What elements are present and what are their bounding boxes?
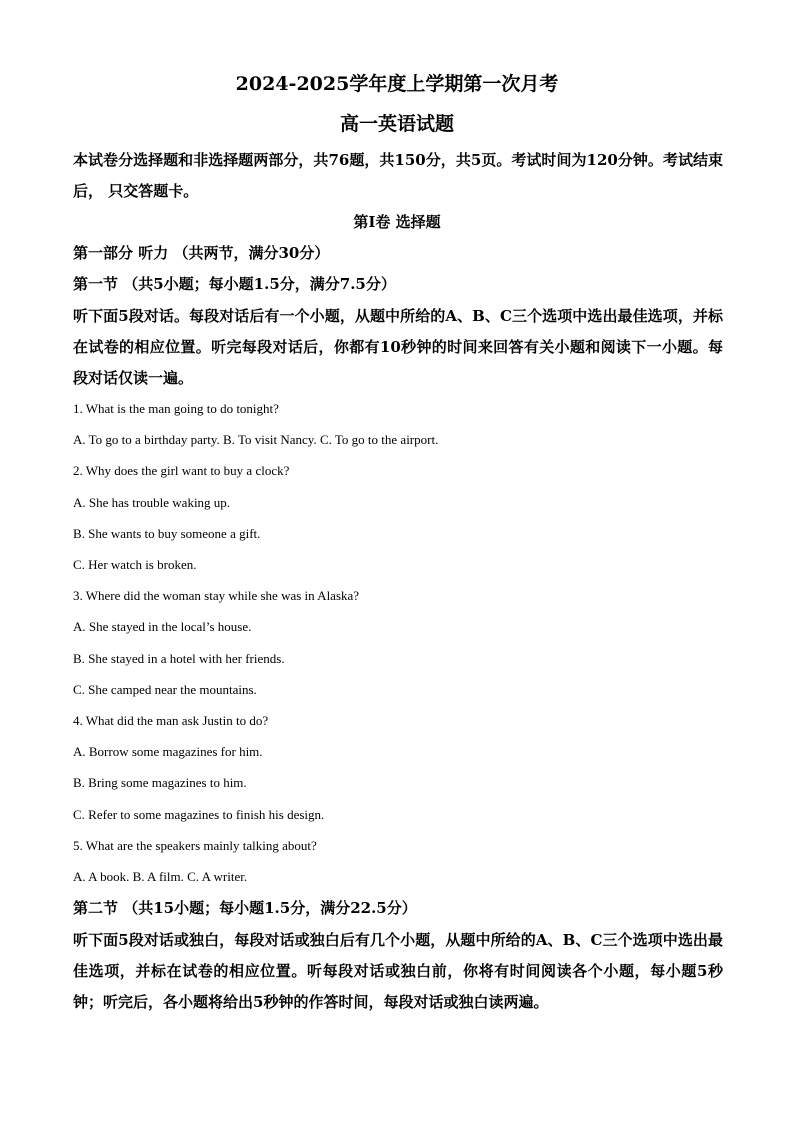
- volume-title: 第I卷 选择题: [353, 213, 441, 231]
- part1-heading: 第一部分 听力 （共两节，满分30分）: [73, 244, 330, 262]
- section2-instructions: 听下面5段对话或独白，每段对话或独白后有几个小题，从题中所给的A、B、C三个选项中选出最佳选项，并标在试卷的相应位置。听每段对话或独白前，你将有时间阅读各个小题，每小题5秒钟；听完后，各小题将给出5秒钟的作答时间，每段对话或独白读两遍。: [73, 931, 723, 1011]
- section1-heading: 第一节 （共5小题；每小题1.5分，满分7.5分）: [73, 275, 396, 293]
- question-4: 4. What did the man ask Justin to do?: [73, 713, 269, 728]
- question-1: 1. What is the man going to do tonight?: [73, 401, 279, 416]
- question-2-option-c: C. Her watch is broken.: [73, 557, 197, 572]
- section1-instructions: 听下面5段对话。每段对话后有一个小题，从题中所给的A、B、C三个选项中选出最佳选项，并标在试卷的相应位置。听完每段对话后，你都有10秒钟的时间来回答有关小题和阅读下一小题。每段对话仅读一遍。: [73, 307, 723, 387]
- section2-heading: 第二节 （共15小题；每小题1.5分，满分22.5分）: [73, 899, 417, 917]
- question-4-option-c: C. Refer to some magazines to finish his design.: [73, 807, 325, 822]
- question-1-options: A. To go to a birthday party. B. To visit Nancy. C. To go to the airport.: [73, 432, 439, 447]
- question-5-options: A. A book. B. A film. C. A writer.: [73, 869, 248, 884]
- exam-subtitle: 高一英语试题: [339, 113, 454, 135]
- question-3: 3. Where did the woman stay while she was in Alaska?: [73, 588, 360, 603]
- intro-paragraph: 本试卷分选择题和非选择题两部分，共76题，共150分，共5页。考试时间为120分钟。考试结束后， 只交答题卡。: [73, 151, 723, 200]
- question-3-option-b: B. She stayed in a hotel with her friends.: [73, 651, 285, 666]
- question-3-option-a: A. She stayed in the local’s house.: [73, 619, 252, 634]
- question-2-option-a: A. She has trouble waking up.: [73, 495, 231, 510]
- question-4-option-a: A. Borrow some magazines for him.: [73, 744, 263, 759]
- question-3-option-c: C. She camped near the mountains.: [73, 682, 257, 697]
- question-4-option-b: B. Bring some magazines to him.: [73, 775, 247, 790]
- question-5: 5. What are the speakers mainly talking about?: [73, 838, 317, 853]
- question-2-option-b: B. She wants to buy someone a gift.: [73, 526, 261, 541]
- question-2: 2. Why does the girl want to buy a clock?: [73, 463, 290, 478]
- exam-title: 2024-2025学年度上学期第一次月考: [235, 73, 559, 95]
